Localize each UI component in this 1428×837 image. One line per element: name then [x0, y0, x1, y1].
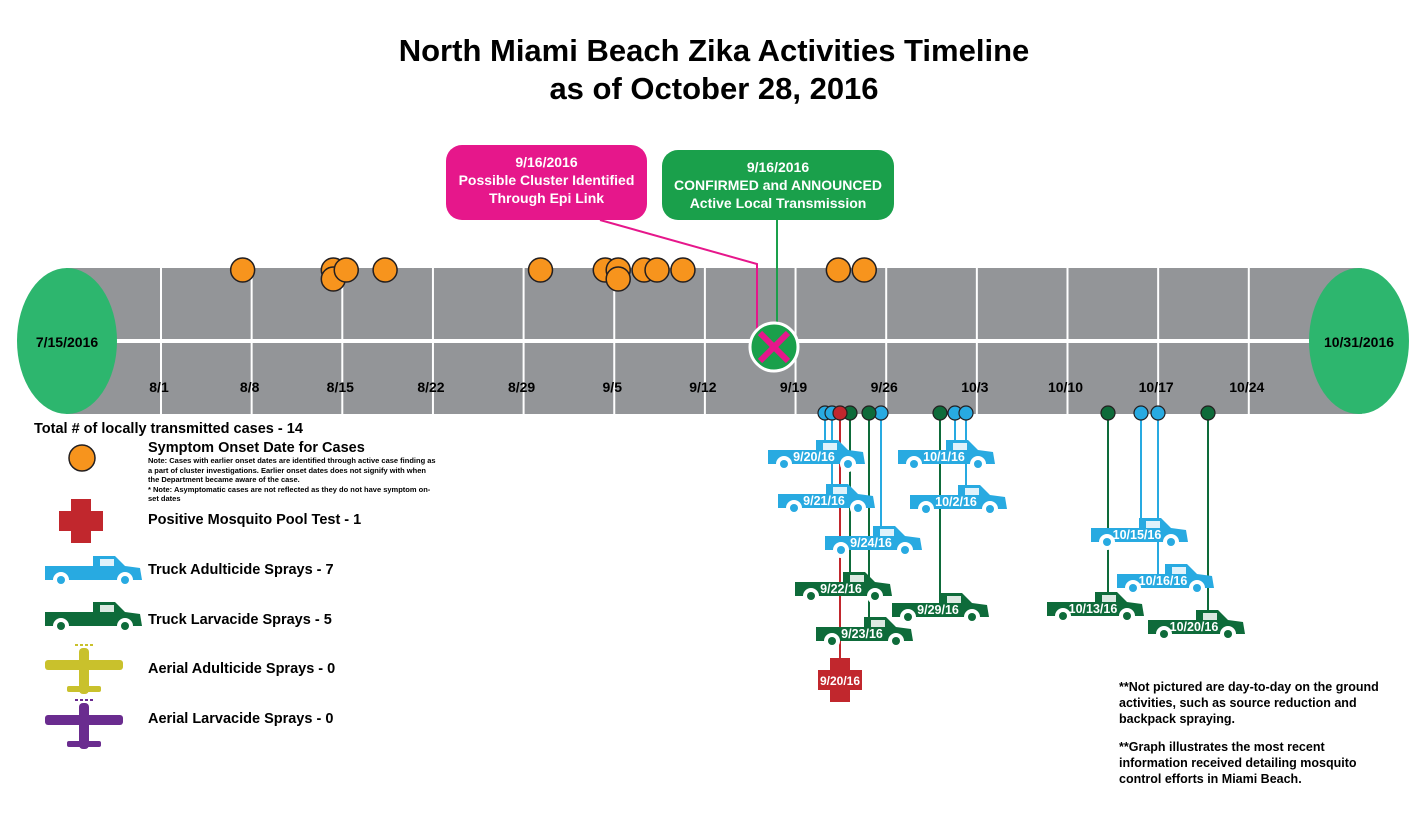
mosquito-pool-cross-icon [818, 658, 862, 702]
adulticide-truck-icon-hub [790, 504, 798, 512]
larvacide-truck-icon-window [850, 575, 864, 582]
larvacide-truck-icon-label: 10/20/16 [1169, 620, 1219, 634]
event-stem-dot [1134, 406, 1148, 420]
larvacide-truck-icon-label: 9/22/16 [820, 582, 862, 596]
tick-label: 9/19 [779, 379, 808, 395]
adulticide-truck-icon-hub [986, 505, 994, 513]
adulticide-truck-icon-label: 10/16/16 [1138, 574, 1188, 588]
end-date-label: 10/31/2016 [1323, 334, 1395, 350]
larvacide-truck-icon-hub [871, 592, 879, 600]
adulticide-truck-icon [910, 485, 1007, 517]
case-dot [231, 258, 255, 282]
transmission-marker-icon [750, 323, 798, 371]
larvacide-truck-icon-label: 9/23/16 [841, 627, 883, 641]
event-stem-dot [862, 406, 876, 420]
larvacide-truck-icon-hub [1160, 630, 1168, 638]
adulticide-truck-icon-window [880, 529, 894, 536]
case-dot [671, 258, 695, 282]
blue-truck-icon-hub [121, 576, 129, 584]
event-stem-dot [1201, 406, 1215, 420]
adulticide-truck-icon-window [965, 488, 979, 495]
onset-note-2: * Note: Asymptomatic cases are not reflected as they do not have symptom on-set dates [148, 484, 431, 503]
tick-label: 8/15 [326, 379, 354, 395]
larvacide-truck-icon [816, 617, 913, 649]
adulticide-truck-icon-label: 10/15/16 [1112, 528, 1162, 542]
yellow-plane-icon-wings [45, 660, 123, 670]
adulticide-truck-icon-hub [844, 460, 852, 468]
case-dot-legend-icon [69, 445, 95, 471]
event-stem-dot [833, 406, 847, 420]
adulticide-truck-icon [1091, 518, 1188, 550]
yellow-plane-icon-tail [67, 686, 101, 692]
larvacide-truck-icon [1148, 610, 1245, 642]
adulticide-truck-icon-window [833, 487, 847, 494]
callout-epi-link [446, 145, 647, 220]
tick-label: 9/5 [602, 379, 622, 395]
blue-truck-icon-hub [57, 576, 65, 584]
event-stem-dot [1101, 406, 1115, 420]
callout-confirmed [662, 150, 894, 220]
tick-label: 8/8 [239, 379, 260, 395]
larvacide-truck-icon-hub [1059, 612, 1067, 620]
larvacide-truck-icon-hub [807, 592, 815, 600]
yellow-plane-icon [45, 645, 123, 694]
adulticide-truck-icon-hub [854, 504, 862, 512]
larvacide-truck-icon-label: 9/29/16 [917, 603, 959, 617]
green-truck-icon [45, 602, 142, 634]
adulticide-truck-icon-label: 9/24/16 [850, 536, 892, 550]
larvacide-truck-icon-hub [828, 637, 836, 645]
adulticide-truck-icon-hub [837, 546, 845, 554]
callout-epi-link-line: 9/16/2016 [515, 154, 578, 170]
mosquito-pool-cross-icon-label: 9/20/16 [819, 674, 861, 688]
adulticide-truck-icon-hub [910, 460, 918, 468]
adulticide-truck-icon-hub [780, 460, 788, 468]
onset-heading: Symptom Onset Date for Cases [148, 440, 365, 456]
callout-confirmed-line: CONFIRMED and ANNOUNCED [674, 177, 882, 193]
case-dot [852, 258, 876, 282]
legend-label-truck-adulticide: Truck Adulticide Sprays - 7 [148, 562, 334, 578]
tick-label: 10/3 [961, 379, 989, 395]
callout-epi-link-line: Through Epi Link [488, 190, 605, 206]
larvacide-truck-icon-window [1203, 613, 1217, 620]
adulticide-truck-icon-window [953, 443, 967, 450]
adulticide-truck-icon [898, 440, 995, 472]
case-dot [373, 258, 397, 282]
purple-plane-icon-wings [45, 715, 123, 725]
adulticide-truck-icon [1117, 564, 1214, 596]
case-dot [334, 258, 358, 282]
legend-label-aerial-adulticide: Aerial Adulticide Sprays - 0 [148, 661, 336, 677]
tick-label: 10/10 [1047, 379, 1084, 395]
legend-icons [45, 445, 142, 749]
adulticide-truck-icon-hub [901, 546, 909, 554]
callout-confirmed-line: 9/16/2016 [746, 159, 810, 175]
blue-truck-icon-window [100, 559, 114, 566]
tick-label: 10/17 [1138, 379, 1174, 395]
larvacide-truck-icon [1047, 592, 1144, 624]
footnote-2: **Graph illustrates the most recent information received detailing mosquito control efforts in Miami Beach. [1119, 740, 1357, 786]
adulticide-truck-icon-label: 10/1/16 [923, 450, 965, 464]
larvacide-truck-icon-hub [1123, 612, 1131, 620]
adulticide-truck-icon-window [1172, 567, 1186, 574]
adulticide-truck-icon-window [823, 443, 837, 450]
tick-label: 10/24 [1229, 379, 1265, 395]
adulticide-truck-icon-label: 9/21/16 [803, 494, 845, 508]
larvacide-truck-icon-hub [968, 613, 976, 621]
callout-confirmed-line: Active Local Transmission [689, 195, 867, 211]
title-line-2: as of October 28, 2016 [549, 71, 879, 106]
callout-epi-link-line: Possible Cluster Identified [458, 172, 635, 188]
adulticide-truck-icon-window [1146, 521, 1160, 528]
legend-label-mosquito-pool: Positive Mosquito Pool Test - 1 [148, 512, 362, 528]
green-truck-icon-hub [57, 622, 65, 630]
adulticide-truck-icon-hub [922, 505, 930, 513]
adulticide-truck-icon-label: 9/20/16 [793, 450, 835, 464]
event-stem-dot [933, 406, 947, 420]
larvacide-truck-icon [795, 572, 892, 604]
green-truck-icon-window [100, 605, 114, 612]
adulticide-truck-icon-hub [1103, 538, 1111, 546]
blue-truck-icon [45, 556, 142, 588]
case-dot [645, 258, 669, 282]
event-stem-dot [1151, 406, 1165, 420]
adulticide-truck-icon [778, 484, 875, 516]
larvacide-truck-icon-window [1102, 595, 1116, 602]
onset-note-1: Note: Cases with earlier onset dates are identified through active case finding as a part of cluster investigations. Earlier onset dates does not signify with when the Department became aware of the case. [148, 456, 436, 484]
event-stem-dot [959, 406, 973, 420]
title-line-1: North Miami Beach Zika Activities Timeline [398, 33, 1030, 68]
legend-label-aerial-larvacide: Aerial Larvacide Sprays - 0 [148, 711, 334, 727]
tick-label: 8/1 [149, 379, 169, 395]
adulticide-truck-icon-hub [1167, 538, 1175, 546]
larvacide-truck-icon-window [947, 596, 961, 603]
green-truck-icon-hub [121, 622, 129, 630]
footnotes [1119, 679, 1389, 799]
larvacide-truck-icon-label: 10/13/16 [1068, 602, 1118, 616]
adulticide-truck-icon-hub [1129, 584, 1137, 592]
larvacide-truck-icon-window [871, 620, 885, 627]
larvacide-truck-icon [892, 593, 989, 625]
adulticide-truck-icon-hub [1193, 584, 1201, 592]
legend-label-truck-larvacide: Truck Larvacide Sprays - 5 [148, 612, 332, 628]
timeline-band [17, 268, 1409, 414]
tick-label: 9/12 [689, 379, 717, 395]
tick-label: 8/22 [417, 379, 445, 395]
larvacide-truck-icon-hub [1224, 630, 1232, 638]
tick-label: 9/26 [870, 379, 898, 395]
case-dot [826, 258, 850, 282]
larvacide-truck-icon-hub [904, 613, 912, 621]
red-cross-icon-shape [59, 499, 103, 543]
case-dot [529, 258, 553, 282]
start-date-label: 7/15/2016 [35, 334, 99, 350]
purple-plane-icon [45, 700, 123, 749]
adulticide-truck-icon-label: 10/2/16 [935, 495, 977, 509]
case-dot [606, 267, 630, 291]
total-cases-text: Total # of locally transmitted cases - 14 [34, 421, 303, 437]
footnote-1: **Not pictured are day-to-day on the ground activities, such as source reduction and backpack spraying. [1119, 680, 1379, 726]
onset-notes [148, 456, 438, 504]
adulticide-truck-icon-hub [974, 460, 982, 468]
red-cross-icon [59, 499, 103, 543]
purple-plane-icon-tail [67, 741, 101, 747]
tick-label: 8/29 [507, 379, 536, 395]
larvacide-truck-icon-hub [892, 637, 900, 645]
